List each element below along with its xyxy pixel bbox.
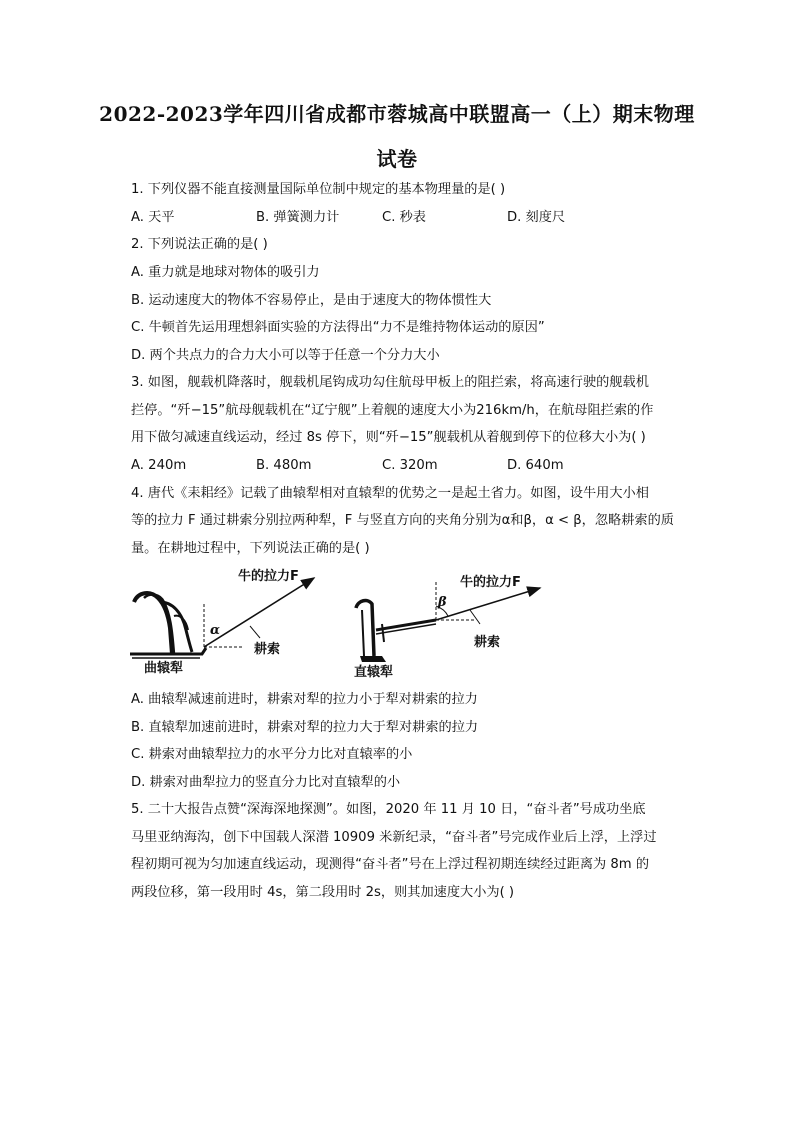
curved-plow-name-label: 曲辕犁 bbox=[144, 661, 184, 676]
q3-option-c: C. 320m bbox=[382, 458, 438, 473]
q3-option-a: A. 240m bbox=[131, 458, 187, 473]
exam-title-line2: 试卷 bbox=[376, 147, 418, 171]
angle-beta-label: β bbox=[438, 595, 447, 610]
q4-stem-line1: 4. 唐代《耒耜经》记载了曲辕犁相对直辕犁的优势之一是起土省力。如图，设牛用大小相 bbox=[131, 486, 649, 501]
exam-title-line1: 2022-2023学年四川省成都市蓉城高中联盟高一（上）期末物理 bbox=[99, 102, 695, 126]
q3-stem-line2: 拦停。“歼−15”航母舰载机在“辽宁舰”上着舰的速度大小为216km/h，在航母阻拦索的作 bbox=[131, 403, 654, 418]
straight-plow-handle-inner bbox=[362, 610, 364, 656]
q3-stem-line3: 用下做匀减速直线运动，经过 8s 停下，则“歼−15”舰载机从着舰到停下的位移大小为( ) bbox=[131, 430, 646, 445]
plow-figure bbox=[120, 558, 560, 686]
q5-stem-line4: 两段位移，第一段用时 4s，第二段用时 2s，则其加速度大小为( ) bbox=[131, 885, 515, 900]
curved-plow-diagram bbox=[130, 568, 314, 676]
q2-option-b: B. 运动速度大的物体不容易停止，是由于速度大的物体惯性大 bbox=[131, 293, 492, 308]
q3-stem-line1: 3. 如图，舰载机降落时，舰载机尾钩成功勾住航母甲板上的阻拦索，将高速行驶的舰载机 bbox=[131, 375, 649, 390]
q1-option-d: D. 刻度尺 bbox=[507, 210, 566, 225]
q4-option-b: B. 直辕犁加速前进时，耕索对犁的拉力大于犁对耕索的拉力 bbox=[131, 720, 479, 735]
straight-plow-force-arrow bbox=[436, 588, 540, 620]
q3-option-d: D. 640m bbox=[507, 458, 564, 473]
q1-option-c: C. 秒表 bbox=[382, 210, 426, 225]
q5-stem-line3: 程初期可视为匀加速直线运动，现测得“奋斗者”号在上浮过程初期连续经过距离为 8m 的 bbox=[131, 857, 650, 872]
q5-stem-line2: 马里亚纳海沟，创下中国载人深潜 10909 米新纪录，“奋斗者”号完成作业后上浮，上浮过 bbox=[131, 830, 657, 845]
straight-plow-diagram bbox=[354, 574, 540, 680]
q4-option-c: C. 耕索对曲辕犁拉力的水平分力比对直辕率的小 bbox=[131, 747, 413, 762]
angle-alpha-label: α bbox=[210, 623, 221, 638]
curved-plow-base bbox=[130, 648, 206, 654]
straight-plow-rope-pointer bbox=[470, 610, 480, 624]
curved-plow-rope-label: 耕索 bbox=[254, 642, 281, 657]
q1-stem: 1. 下列仪器不能直接测量国际单位制中规定的基本物理量的是( ) bbox=[131, 182, 506, 197]
straight-plow-rope-label: 耕索 bbox=[474, 635, 501, 650]
q2-option-d: D. 两个共点力的合力大小可以等于任意一个分力大小 bbox=[131, 348, 440, 363]
straight-plow-strut bbox=[382, 624, 384, 642]
q1-option-b: B. 弹簧测力计 bbox=[256, 210, 340, 225]
q2-option-a: A. 重力就是地球对物体的吸引力 bbox=[131, 265, 320, 280]
q4-option-a: A. 曲辕犁减速前进时，耕索对犁的拉力小于犁对耕索的拉力 bbox=[131, 692, 478, 707]
q4-option-d: D. 耕索对曲犁拉力的竖直分力比对直辕犁的小 bbox=[131, 775, 401, 790]
q4-stem-line3: 量。在耕地过程中，下列说法正确的是( ) bbox=[131, 541, 370, 556]
q2-stem: 2. 下列说法正确的是( ) bbox=[131, 237, 268, 252]
curved-plow-force-label: 牛的拉力F bbox=[238, 569, 299, 584]
straight-plow-handle bbox=[356, 601, 374, 656]
curved-plow-rope-pointer bbox=[250, 626, 260, 638]
q1-option-a: A. 天平 bbox=[131, 210, 175, 225]
q4-stem-line2: 等的拉力 F 通过耕索分别拉两种犁，F 与竖直方向的夹角分别为α和β，α < β，忽略耕索的质 bbox=[131, 513, 674, 528]
q5-stem-line1: 5. 二十大报告点赞“深海深地探测”。如图，2020 年 11 月 10 日，“奋斗者”号成功坐底 bbox=[131, 802, 646, 817]
straight-plow-force-label: 牛的拉力F bbox=[460, 575, 521, 590]
q3-option-b: B. 480m bbox=[256, 458, 312, 473]
q2-option-c: C. 牛顿首先运用理想斜面实验的方法得出“力不是维持物体运动的原因” bbox=[131, 320, 545, 335]
straight-plow-name-label: 直辕犁 bbox=[354, 665, 394, 680]
straight-plow-share bbox=[360, 656, 386, 662]
